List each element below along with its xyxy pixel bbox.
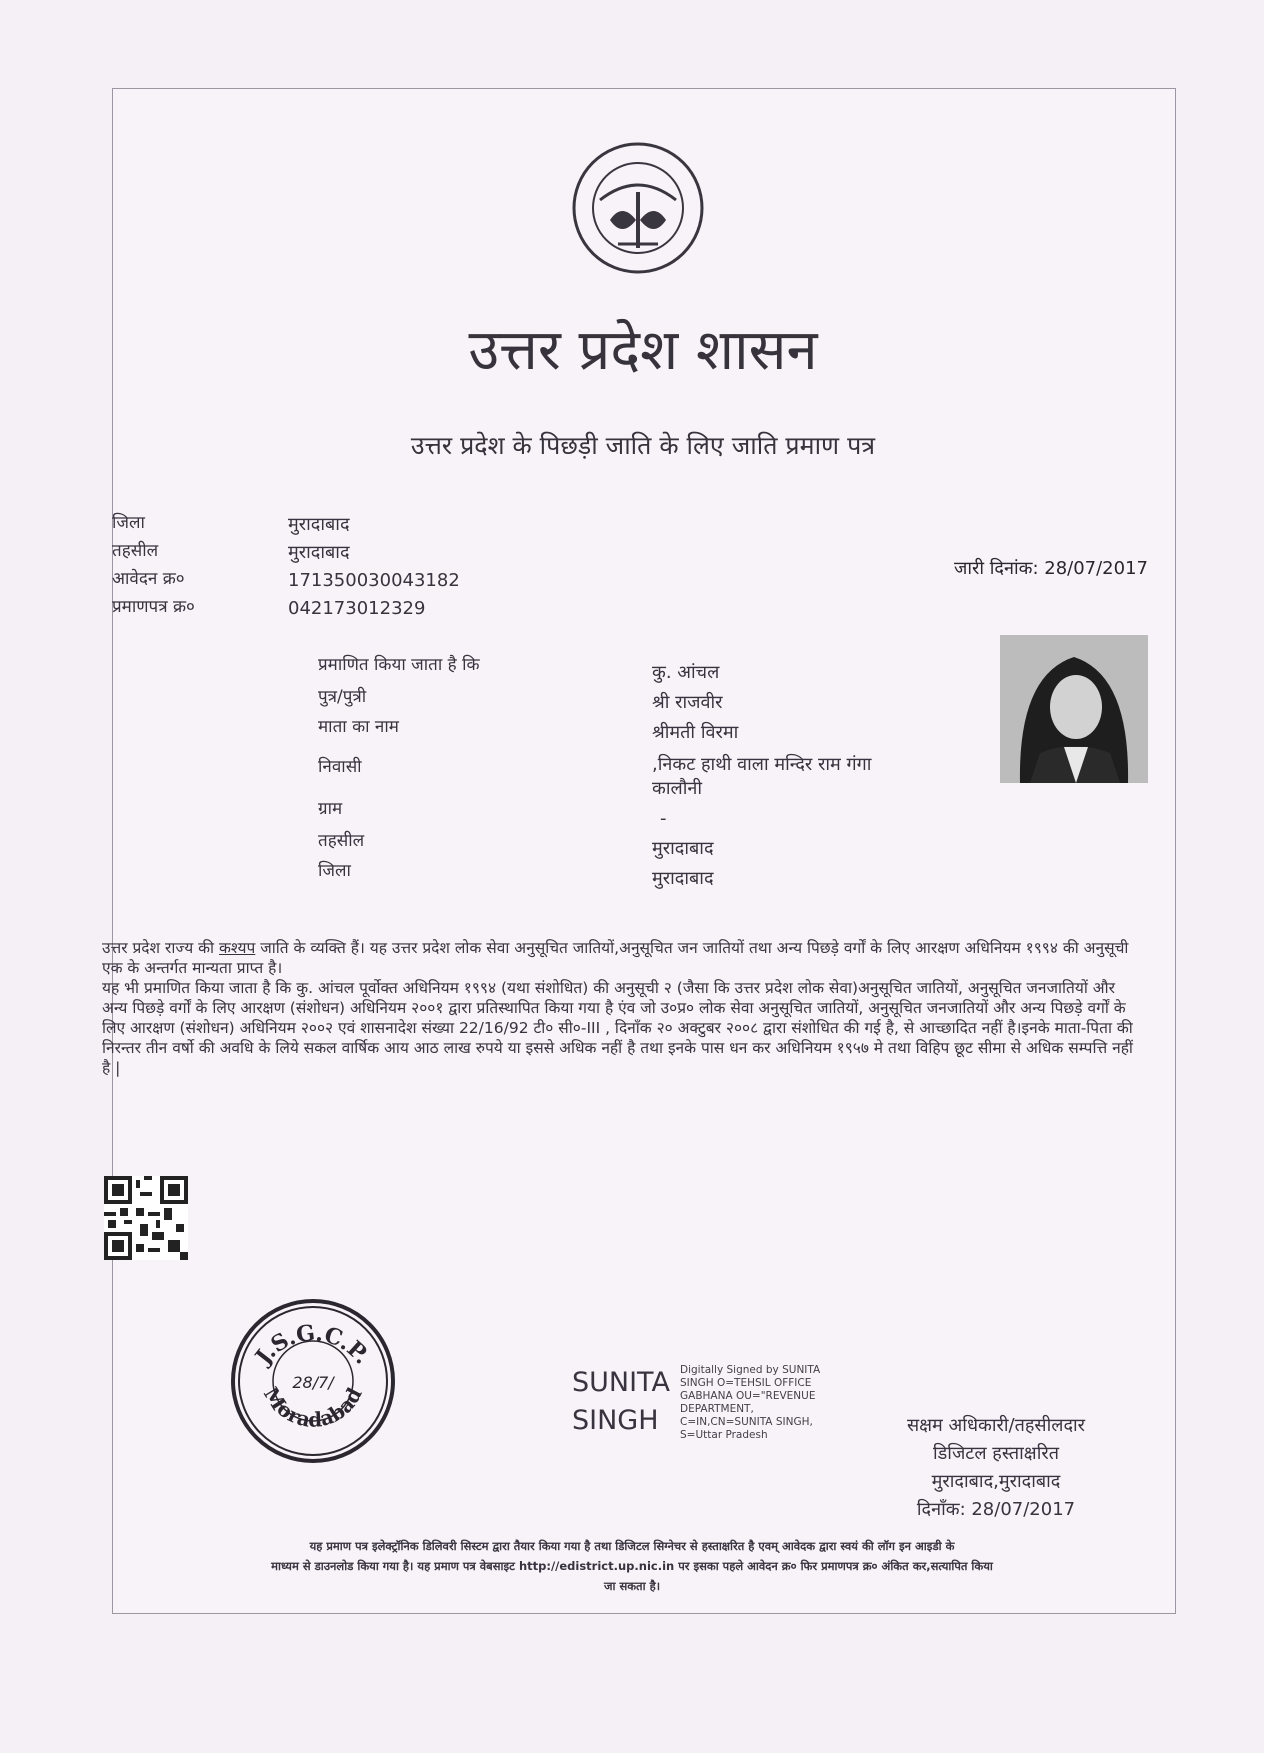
detail-value: कु. आंचल xyxy=(652,662,720,683)
digital-signature-info: Digitally Signed by SUNITA SINGH O=TEHSIL OFFICE GABHANA OU="REVENUE DEPARTMENT, C=IN,CN=SUNITA SINGH, S=Uttar Pradesh xyxy=(680,1364,821,1441)
district-label: जिला xyxy=(112,513,145,533)
detail-value: श्रीमती विरमा xyxy=(652,722,739,743)
signatory-name: SUNITA SINGH xyxy=(572,1367,670,1436)
certificate-no-value: 042173012329 xyxy=(288,598,426,619)
issuing-officer: सक्षम अधिकारी/तहसीलदार डिजिटल हस्ताक्षरित मुरादाबाद,मुरादाबाद दिनाँक: 28/07/2017 xyxy=(906,1415,1086,1520)
svg-text:J.S.G.C.P. xyxy=(249,1320,375,1371)
tehsil-value: मुरादाबाद xyxy=(288,542,350,563)
detail-label: ग्राम xyxy=(318,799,343,819)
detail-value: श्री राजवीर xyxy=(652,692,723,713)
caste-name: कश्यप xyxy=(218,939,256,957)
state-emblem xyxy=(570,140,706,276)
detail-label: तहसील xyxy=(318,831,365,851)
stamp-top-text: J.S.G.C.P. xyxy=(250,1320,376,1370)
official-stamp xyxy=(228,1296,398,1466)
detail-label: निवासी xyxy=(318,757,362,777)
detail-label: जिला xyxy=(318,861,351,881)
detail-label: पुत्र/पुत्री xyxy=(318,687,367,707)
district-value: मुरादाबाद xyxy=(288,514,350,535)
page-title: उत्तर प्रदेश शासन xyxy=(468,318,818,383)
footer-note: यह प्रमाण पत्र इलेक्ट्रॉनिक डिलिवरी सिस्टम द्वारा तैयार किया गया है तथा डिजिटल सिग्नेचर से हस्ताक्षरित है एवम् आवेदक द्वारा स्वयं की लॉग इन आइडी के माध्यम से डाउनलोड किया गया है। यह प्रमाण पत्र वेबसाइट http://edistrict.up.nic.in पर इसका पहले आवेदन क्र० फिर प्रमाणपत्र क्र० अंकित कर,सत्यापित किया जा सकता है। xyxy=(271,1539,993,1593)
application-no-value: 171350030043182 xyxy=(288,570,460,591)
detail-value-cont: कालौनी xyxy=(652,778,703,799)
detail-label: प्रमाणित किया जाता है कि xyxy=(318,655,480,675)
tehsil-label: तहसील xyxy=(112,541,159,561)
stamp-bottom-text: Moradabad xyxy=(258,1382,367,1432)
detail-value: ,निकट हाथी वाला मन्दिर राम गंगा xyxy=(652,754,872,775)
detail-value: मुरादाबाद xyxy=(652,868,714,889)
application-no-label: आवेदन क्र० xyxy=(112,569,185,589)
detail-label: माता का नाम xyxy=(318,717,399,737)
certificate-subtitle: उत्तर प्रदेश के पिछड़ी जाति के लिए जाति प्रमाण पत्र xyxy=(410,431,876,460)
applicant-photo xyxy=(1000,635,1148,783)
certificate-body-p2: यह भी प्रमाणित किया जाता है कि कु. आंचल पूर्वोक्त अधिनियम १९९४ (यथा संशोधित) की अनुसूची २ (जैसा कि उत्तर प्रदेश लोक सेवा)अनुसूचित जातियों, अनुसूचित जनजातियों और अन्य पिछड़े वर्गों के लिए आरक्षण (संशोधन) अधिनियम २००१ द्वारा प्रतिस्थापित किया गया है एंव जो उ०प्र० लोक सेवा अनुसूचित जातियों, अनुसूचित जनजातियों और अन्य पिछड़े वर्गों के लिए आरक्षण (संशोधन) अधिनियम २००२ एवं शासनादेश संख्या 22/16/92 टी० सी०-III , दिनाँक २० अक्टुबर २००८ द्वारा संशोधित की गई है, से आच्छादित नहीं है।इनके माता-पिता की निरन्तर तीन वर्षो की अवधि के लिये सकल वार्षिक आय आठ लाख रुपये या इससे अधिक नहीं है तथा इनके पास धन कर अधिनियम १९५७ मे तथा विहिप छूट सीमा से अधिक सम्पत्ति नहीं है | xyxy=(102,979,1133,1077)
detail-value: - xyxy=(660,808,667,829)
qr-code xyxy=(104,1176,188,1260)
stamp-handwritten-date: 28/7/ xyxy=(292,1373,334,1392)
certificate-no-label: प्रमाणपत्र क्र० xyxy=(112,597,195,617)
detail-value: मुरादाबाद xyxy=(652,838,714,859)
certificate-body: उत्तर प्रदेश राज्य की कश्यप जाति के व्यक्ति हैं। यह उत्तर प्रदेश लोक सेवा अनुसूचित जातियों,अनुसूचित जन जातियों तथा अन्य पिछड़े वर्गों के लिए आरक्षण अधिनियम १९९४ की अनुसूची एक के अन्तर्गत मान्यता प्राप्त है। यह भी प्रमाणित किया जाता है कि कु. आंचल पूर्वोक्त अधिनियम १९९४ (यथा संशोधित) की अनुसूची २ (जैसा कि उत्तर प्रदेश लोक सेवा)अनुसूचित जातियों, अनुसूचित जनजातियों और अन्य पिछड़े वर्गों के लिए आरक्षण (संशोधन) अधिनियम २००१ द्वारा प्रतिस्थापित किया गया है एंव जो उ०प्र० लोक सेवा अनुसूचित जातियों, अनुसूचित जनजातियों और अन्य पिछड़े वर्गों के लिए आरक्षण (संशोधन) अधिनियम २००२ एवं शासनादेश संख्या 22/16/92 टी० सी०-III , दिनाँक २० अक्टुबर २००८ द्वारा संशोधित की गई है, से आच्छादित नहीं है।इनके माता-पिता की निरन्तर तीन वर्षो की अवधि के लिये सकल वार्षिक आय आठ लाख रुपये या इससे अधिक नहीं है तथा इनके पास धन कर अधिनियम १९५७ मे तथा विहिप छूट सीमा से अधिक सम्पत्ति नहीं है | xyxy=(102,938,1142,1078)
issue-date: जारी दिनांक: 28/07/2017 xyxy=(954,558,1148,579)
